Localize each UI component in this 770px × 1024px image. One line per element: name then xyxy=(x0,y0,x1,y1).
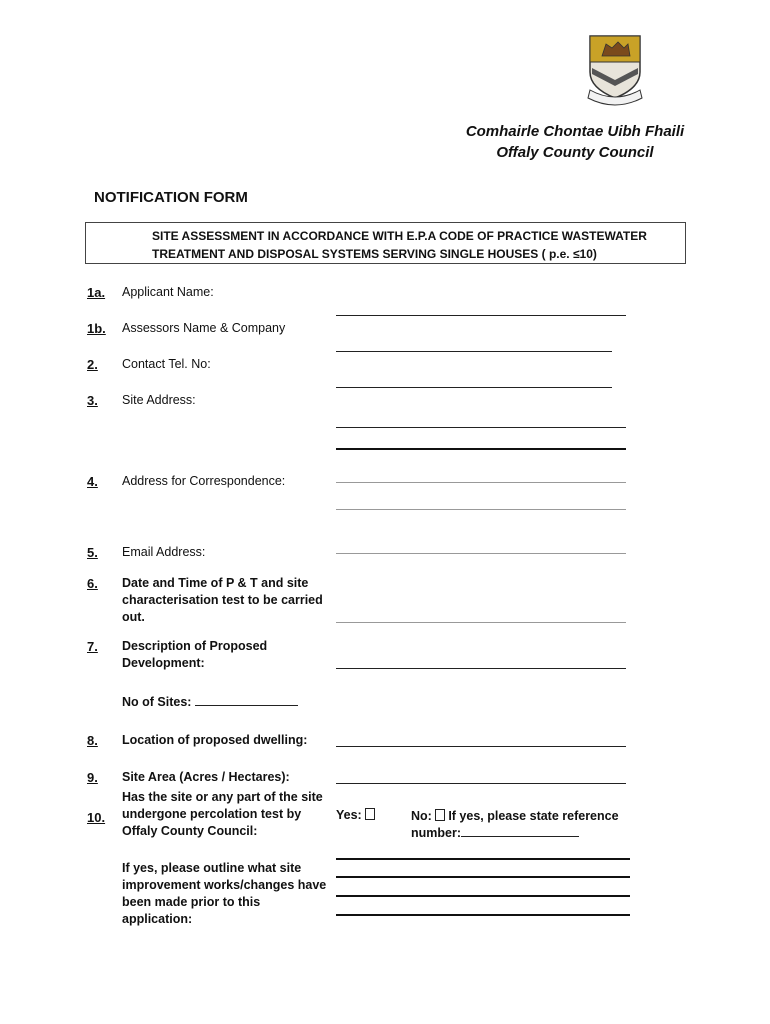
field-number: 4. xyxy=(87,474,98,489)
improvement-works-label: If yes, please outline what site improvement works/changes have been made prior to this application: xyxy=(122,861,327,926)
yes-checkbox[interactable] xyxy=(365,808,375,820)
dwelling-location-label: Location of proposed dwelling: xyxy=(122,733,308,747)
field-number: 10. xyxy=(87,810,106,825)
proposed-development-label: Description of Proposed Development: xyxy=(122,639,268,670)
improvement-works-field-3[interactable] xyxy=(336,895,630,897)
banner-line-2: TREATMENT AND DISPOSAL SYSTEMS SERVING SINGLE HOUSES ( p.e. ≤10) xyxy=(152,247,597,261)
field-number: 5. xyxy=(87,545,98,560)
no-of-sites-label: No of Sites: xyxy=(122,695,192,709)
form-title: NOTIFICATION FORM xyxy=(94,189,248,206)
field-number: 7. xyxy=(87,639,98,654)
correspondence-address-field-1[interactable] xyxy=(336,482,626,483)
contact-tel-field[interactable] xyxy=(336,387,612,388)
field-number: 1a. xyxy=(87,285,106,300)
assessor-name-label: Assessors Name & Company xyxy=(122,321,286,335)
council-name-english: Offaly County Council xyxy=(496,144,654,161)
reference-number-field[interactable] xyxy=(461,825,579,837)
test-date-field[interactable] xyxy=(336,622,626,623)
no-of-sites-row xyxy=(122,694,298,711)
correspondence-address-label: Address for Correspondence: xyxy=(122,474,286,488)
no-checkbox[interactable] xyxy=(435,809,445,821)
no-of-sites-field[interactable] xyxy=(195,694,298,706)
test-date-label: Date and Time of P & T and site characterisation test to be carried out. xyxy=(122,576,323,624)
yes-label: Yes: xyxy=(336,808,362,822)
email-field[interactable] xyxy=(336,553,626,554)
improvement-works-field-2[interactable] xyxy=(336,876,630,878)
proposed-development-field[interactable] xyxy=(336,668,626,669)
site-address-label: Site Address: xyxy=(122,393,196,407)
subject-banner xyxy=(85,222,686,264)
dwelling-location-field[interactable] xyxy=(336,746,626,747)
field-number: 2. xyxy=(87,357,98,372)
site-area-label: Site Area (Acres / Hectares): xyxy=(122,770,290,784)
field-number: 9. xyxy=(87,770,98,785)
no-label: No: xyxy=(411,809,432,823)
applicant-name-field[interactable] xyxy=(336,315,626,316)
field-number: 1b. xyxy=(87,321,106,336)
reference-label: If yes, please state reference number: xyxy=(411,809,619,840)
field-number: 8. xyxy=(87,733,98,748)
no-option[interactable] xyxy=(411,808,626,842)
correspondence-address-field-2[interactable] xyxy=(336,509,626,510)
site-address-field-2[interactable] xyxy=(336,448,626,450)
improvement-works-field-1[interactable] xyxy=(336,858,630,860)
site-address-field-1[interactable] xyxy=(336,427,626,428)
council-name-irish: Comhairle Chontae Uibh Fhaili xyxy=(465,123,685,140)
site-area-field[interactable] xyxy=(336,783,626,784)
contact-tel-label: Contact Tel. No: xyxy=(122,357,211,371)
yes-option[interactable] xyxy=(336,808,375,822)
improvement-works-field-4[interactable] xyxy=(336,914,630,916)
field-number: 3. xyxy=(87,393,98,408)
council-crest-icon xyxy=(584,32,646,108)
applicant-name-label: Applicant Name: xyxy=(122,285,214,299)
percolation-test-label: Has the site or any part of the site undergone percolation test by Offaly County Council: xyxy=(122,790,323,838)
email-label: Email Address: xyxy=(122,545,206,559)
assessor-name-field[interactable] xyxy=(336,351,612,352)
field-number: 6. xyxy=(87,576,98,591)
banner-line-1: SITE ASSESSMENT IN ACCORDANCE WITH E.P.A CODE OF PRACTICE WASTEWATER xyxy=(152,229,647,243)
